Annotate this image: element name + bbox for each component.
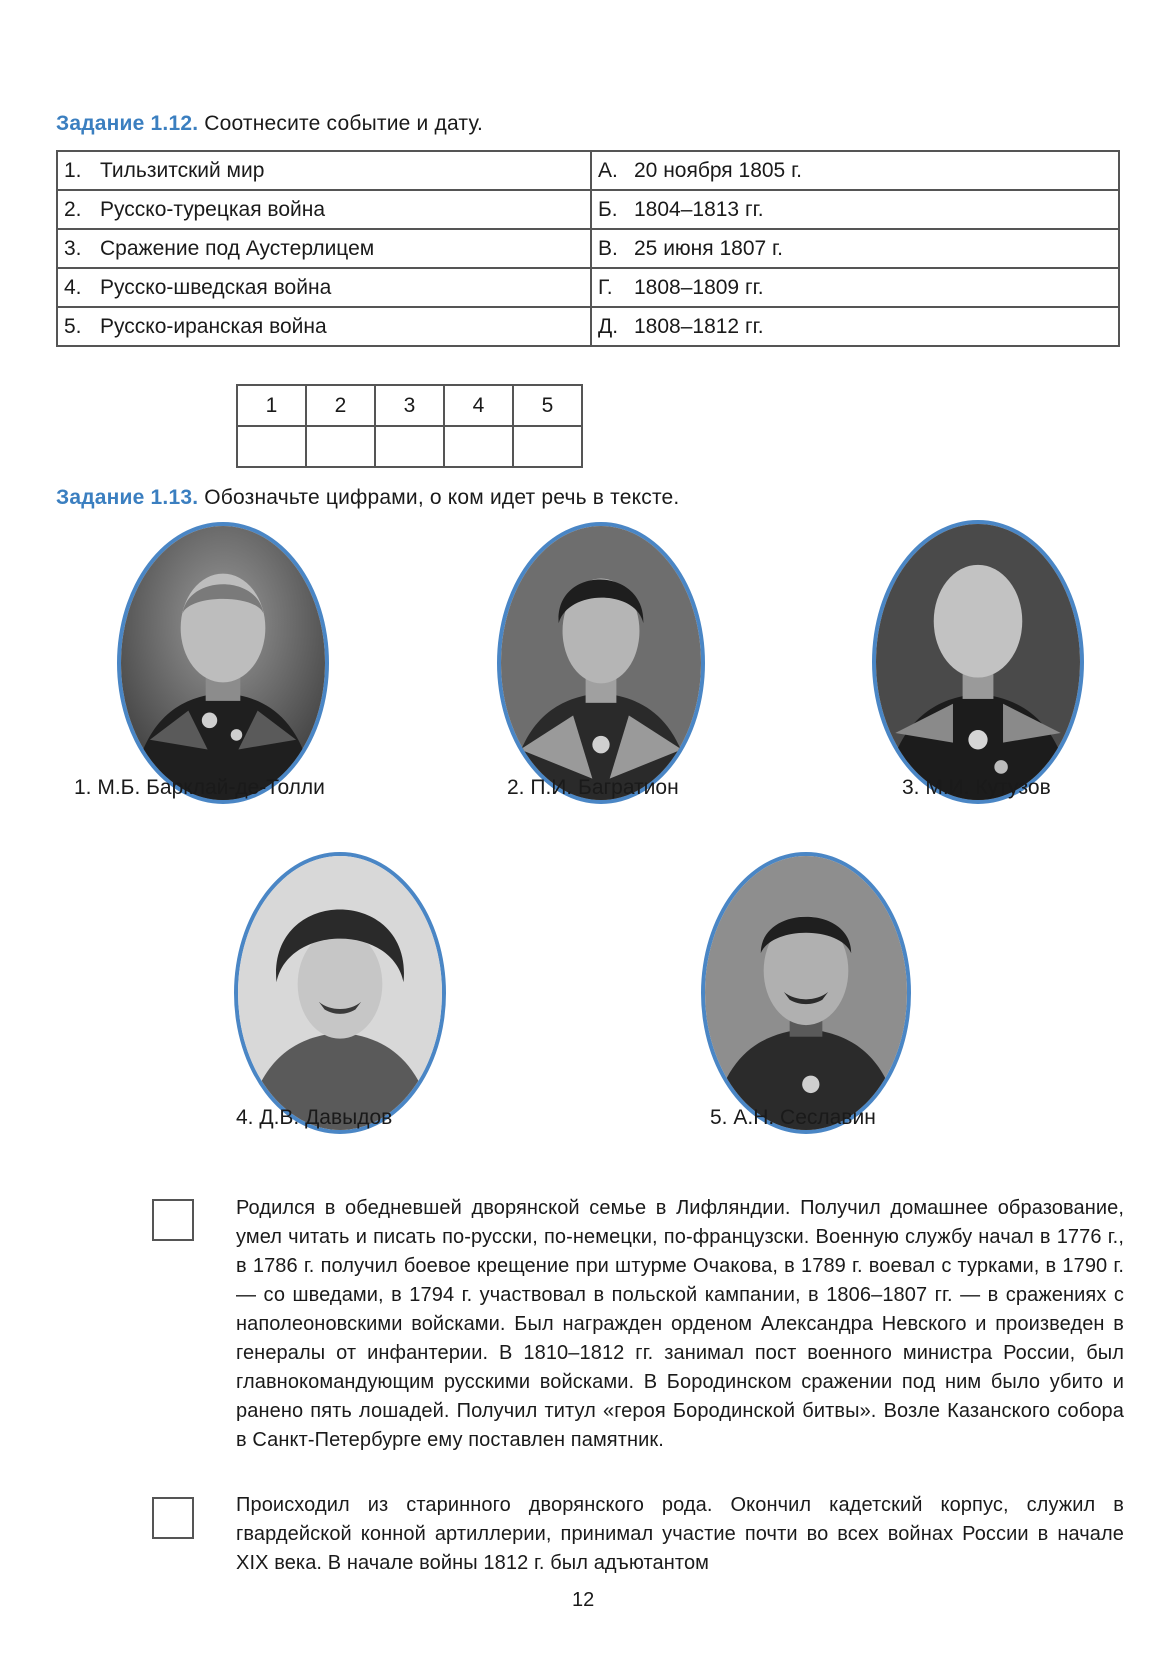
event-text: Русско-шведская война [100,275,332,299]
date-letter: Б. [598,197,618,221]
match-table [56,150,1120,347]
task-13-heading [56,486,679,510]
event-cell [57,307,591,346]
portrait-caption-1: 1. М.Б. Барклай-де-Толли [74,776,325,799]
event-cell [57,268,591,307]
portrait-caption-3: 3. М.И. Кутузов [902,776,1051,799]
date-letter: Д. [598,314,619,338]
portrait-caption-5: 5. А.Н. Сеславин [710,1106,876,1129]
event-number: 2. [64,197,82,221]
event-text: Русско-турецкая война [100,197,326,221]
task-13-text: Обозначьте цифрами, о ком идет речь в тексте. [204,486,680,509]
event-number: 4. [64,275,82,299]
portrait-image [234,852,446,1134]
table-row [57,268,1119,307]
answer-header: 4 [444,385,513,426]
answer-cell-2[interactable] [306,426,375,467]
date-text: 20 ноября 1805 г. [634,158,802,182]
date-letter: Г. [598,275,613,299]
portrait-engraving [238,856,442,1130]
date-text: 25 июня 1807 г. [634,236,783,260]
answer-box-1[interactable] [152,1199,194,1241]
event-text: Сражение под Аустерлицем [100,236,375,260]
table-row [57,190,1119,229]
portrait-engraving [501,526,701,800]
event-cell [57,229,591,268]
table-row [57,151,1119,190]
answer-header-row [237,385,582,426]
date-letter: В. [598,236,618,260]
answer-header: 5 [513,385,582,426]
answer-header: 1 [237,385,306,426]
description-paragraph-1: Родился в обедневшей дворянской семье в Лифляндии. Получил домашнее образование, умел читать и писать по-русски, по-немецки, по-французски. Военную службу начал в 1776 г., в 1786 г. получил боевое крещение при штурме Очакова, в 1789 г. воевал с турками, в 1790 г. — со шведами, в 1794 г. участвовал в польской кампании, в 1806–1807 гг. — в сражениях с наполеоновскими войсками. Был награжден орденом Александра Невского и произведен в генералы от инфантерии. В 1810–1812 гг. занимал пост военного министра России, был главнокомандующим русскими войсками. В Бородинском сражении под ним было убито и ранено пять лошадей. Получил титул «героя Бородинской битвы». Возле Казанского собора в Санкт-Петербурге ему поставлен памятник. [236,1197,1124,1451]
event-cell [57,151,591,190]
task-13-label: Задание 1.13. [56,486,199,509]
task-12-text: Соотнесите событие и дату. [204,112,484,135]
portrait-engraving [705,856,907,1130]
table-row [57,307,1119,346]
answer-grid [236,384,583,468]
portrait-caption-2: 2. П.И. Багратион [507,776,679,799]
date-cell [591,268,1119,307]
event-number: 1. [64,158,82,182]
task-12-label: Задание 1.12. [56,112,199,135]
portrait-image [872,520,1084,804]
portrait-image [701,852,911,1134]
date-cell [591,190,1119,229]
date-cell [591,151,1119,190]
task-12-heading [56,112,483,136]
portrait-caption-4: 4. Д.В. Давыдов [236,1106,393,1129]
event-number: 5. [64,314,82,338]
event-cell [57,190,591,229]
description-paragraph-2: Происходил из старинного дворянского рода. Окончил кадетский корпус, служил в гвардейской конной артиллерии, принимал участие почти во всех войнах России в начале XIX века. В начале войны 1812 г. был адъютантом [236,1494,1124,1574]
date-text: 1804–1813 гг. [634,197,764,221]
date-letter: А. [598,158,618,182]
portrait-image [117,522,329,804]
date-text: 1808–1812 гг. [634,314,764,338]
answer-cell-5[interactable] [513,426,582,467]
answer-cell-1[interactable] [237,426,306,467]
portrait-engraving [121,526,325,800]
event-text: Тильзитский мир [100,158,265,182]
answer-cell-4[interactable] [444,426,513,467]
date-text: 1808–1809 гг. [634,275,764,299]
page-number: 12 [572,1589,595,1611]
portrait-engraving [876,524,1080,800]
event-number: 3. [64,236,82,260]
portrait-image [497,522,705,804]
answer-header: 3 [375,385,444,426]
date-cell [591,307,1119,346]
date-cell [591,229,1119,268]
answer-input-row [237,426,582,467]
answer-box-2[interactable] [152,1497,194,1539]
answer-header: 2 [306,385,375,426]
answer-cell-3[interactable] [375,426,444,467]
event-text: Русско-иранская война [100,314,327,338]
table-row [57,229,1119,268]
